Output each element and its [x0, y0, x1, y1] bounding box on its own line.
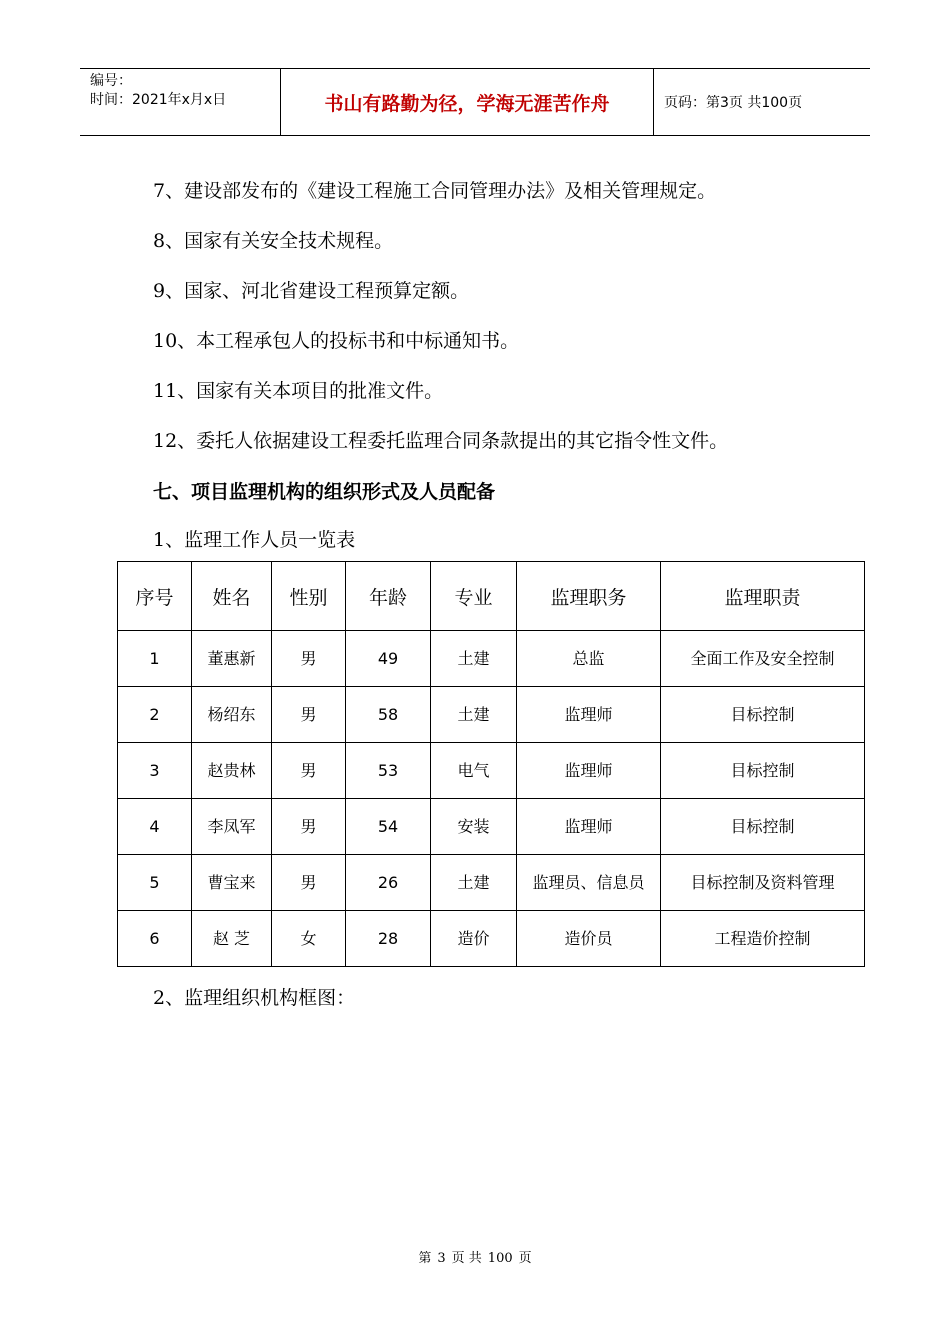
- cell-age: 49: [346, 631, 431, 687]
- cell-index: 1: [118, 631, 192, 687]
- cell-gender: 男: [272, 799, 346, 855]
- column-header-name: 姓名: [192, 562, 272, 631]
- cell-position: 监理师: [517, 743, 661, 799]
- cell-specialty: 土建: [431, 855, 517, 911]
- table-row: [118, 687, 865, 743]
- cell-position: 造价员: [517, 911, 661, 967]
- cell-gender: 男: [272, 631, 346, 687]
- cell-index: 4: [118, 799, 192, 855]
- cell-duty: 目标控制: [661, 687, 865, 743]
- cell-duty: 目标控制: [661, 743, 865, 799]
- paragraph-item-10: 10、本工程承包人的投标书和中标通知书。: [153, 330, 520, 352]
- cell-duty: 全面工作及安全控制: [661, 631, 865, 687]
- cell-age: 28: [346, 911, 431, 967]
- cell-index: 6: [118, 911, 192, 967]
- cell-index: 5: [118, 855, 192, 911]
- cell-duty: 工程造价控制: [661, 911, 865, 967]
- cell-name: 李凤军: [192, 799, 272, 855]
- document-time-label: 时间：2021年x月x日: [90, 92, 227, 108]
- cell-position: 监理师: [517, 687, 661, 743]
- cell-name: 杨绍东: [192, 687, 272, 743]
- footer-suffix: 页: [518, 1251, 532, 1266]
- cell-gender: 男: [272, 855, 346, 911]
- table-row: [118, 799, 865, 855]
- table-row: [118, 631, 865, 687]
- footer-page-number: 3: [437, 1251, 446, 1266]
- cell-name: 赵 芝: [192, 911, 272, 967]
- cell-name: 赵贵林: [192, 743, 272, 799]
- cell-position: 监理师: [517, 799, 661, 855]
- subsection-org-chart: 2、监理组织机构框图：: [153, 987, 356, 1009]
- paragraph-item-8: 8、国家有关安全技术规程。: [153, 230, 394, 252]
- cell-gender: 男: [272, 687, 346, 743]
- footer-total-pages: 100: [487, 1251, 513, 1266]
- footer-mid: 页 共: [451, 1251, 482, 1266]
- footer-prefix: 第: [418, 1251, 432, 1266]
- cell-index: 2: [118, 687, 192, 743]
- page-header: [80, 68, 870, 136]
- header-page-info: 页码：第3页 共100页: [664, 95, 803, 111]
- cell-specialty: 安装: [431, 799, 517, 855]
- header-motto: 书山有路勤为径，学海无涯苦作舟: [281, 69, 654, 135]
- cell-specialty: 造价: [431, 911, 517, 967]
- paragraph-item-11: 11、国家有关本项目的批准文件。: [153, 380, 444, 402]
- cell-age: 54: [346, 799, 431, 855]
- cell-gender: 女: [272, 911, 346, 967]
- document-number-label: 编号：: [90, 73, 132, 89]
- table-row: [118, 743, 865, 799]
- section-title: 七、项目监理机构的组织形式及人员配备: [153, 481, 496, 503]
- column-header-index: 序号: [118, 562, 192, 631]
- cell-position: 监理员、信息员: [517, 855, 661, 911]
- cell-name: 董惠新: [192, 631, 272, 687]
- cell-position: 总监: [517, 631, 661, 687]
- cell-age: 53: [346, 743, 431, 799]
- column-header-specialty: 专业: [431, 562, 517, 631]
- cell-specialty: 电气: [431, 743, 517, 799]
- cell-name: 曹宝来: [192, 855, 272, 911]
- paragraph-item-7: 7、建设部发布的《建设工程施工合同管理办法》及相关管理规定。: [153, 180, 717, 202]
- page-footer: [0, 1247, 950, 1266]
- paragraph-item-9: 9、国家、河北省建设工程预算定额。: [153, 280, 470, 302]
- paragraph-item-12: 12、委托人依据建设工程委托监理合同条款提出的其它指令性文件。: [153, 430, 729, 452]
- header-meta: [80, 69, 281, 135]
- cell-age: 26: [346, 855, 431, 911]
- cell-specialty: 土建: [431, 631, 517, 687]
- column-header-gender: 性别: [272, 562, 346, 631]
- subsection-staff-list: 1、监理工作人员一览表: [153, 529, 356, 551]
- cell-duty: 目标控制及资料管理: [661, 855, 865, 911]
- table-row: [118, 911, 865, 967]
- cell-index: 3: [118, 743, 192, 799]
- table-header-row: [118, 562, 865, 631]
- column-header-position: 监理职务: [517, 562, 661, 631]
- cell-specialty: 土建: [431, 687, 517, 743]
- cell-age: 58: [346, 687, 431, 743]
- column-header-age: 年龄: [346, 562, 431, 631]
- column-header-duty: 监理职责: [661, 562, 865, 631]
- cell-duty: 目标控制: [661, 799, 865, 855]
- cell-gender: 男: [272, 743, 346, 799]
- staff-table: [117, 561, 865, 967]
- table-row: [118, 855, 865, 911]
